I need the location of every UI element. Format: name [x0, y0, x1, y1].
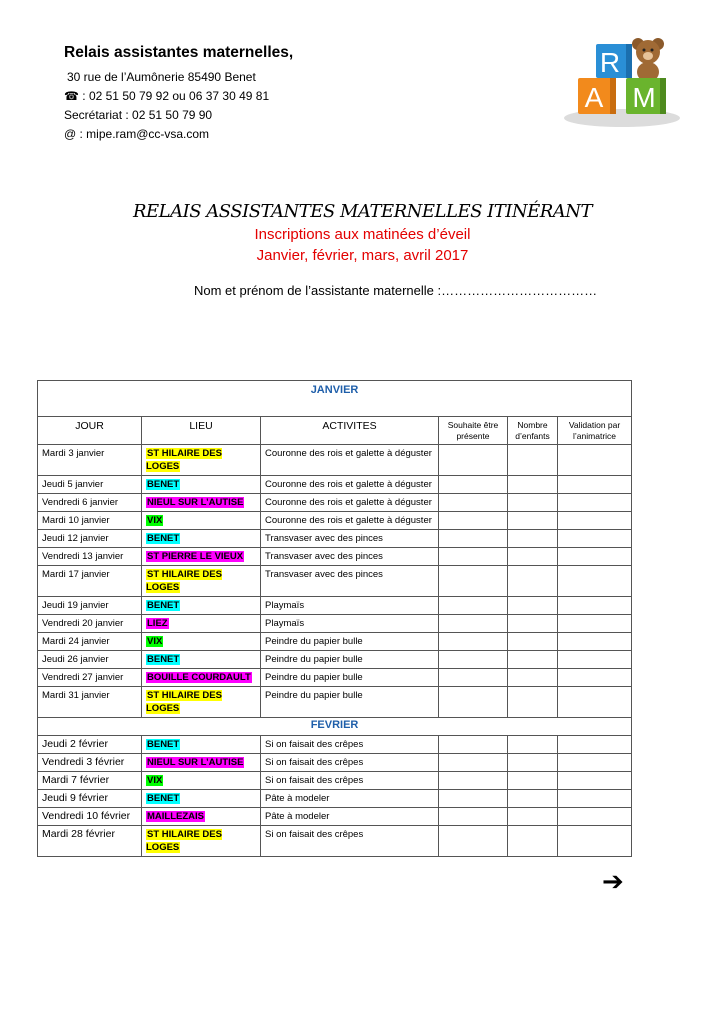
day-cell: Jeudi 9 février	[38, 790, 142, 808]
place-cell	[142, 476, 261, 494]
place-label: BENET	[147, 600, 180, 611]
nombre-input-cell[interactable]	[508, 687, 558, 718]
table-row	[38, 476, 632, 494]
place-label: ST HILAIRE DES LOGES	[146, 690, 222, 714]
day-cell: Mardi 7 février	[38, 772, 142, 790]
letterhead	[64, 44, 293, 144]
table-row	[38, 772, 632, 790]
day-cell: Jeudi 26 janvier	[38, 651, 142, 669]
souhaite-input-cell[interactable]	[439, 476, 508, 494]
nombre-input-cell[interactable]	[508, 615, 558, 633]
day-cell: Jeudi 2 février	[38, 736, 142, 754]
telephone-icon: ☎	[64, 89, 79, 103]
nombre-input-cell[interactable]	[508, 790, 558, 808]
day-cell: Mardi 24 janvier	[38, 633, 142, 651]
activity-cell: Couronne des rois et galette à déguster	[261, 476, 439, 494]
place-label: NIEUL SUR L’AUTISE	[147, 757, 244, 768]
day-cell: Vendredi 6 janvier	[38, 494, 142, 512]
souhaite-input-cell[interactable]	[439, 530, 508, 548]
place-cell	[142, 512, 261, 530]
column-header-jour: JOUR	[38, 417, 142, 445]
souhaite-input-cell[interactable]	[439, 615, 508, 633]
validation-input-cell[interactable]	[558, 530, 632, 548]
validation-input-cell[interactable]	[558, 754, 632, 772]
validation-input-cell[interactable]	[558, 669, 632, 687]
main-title: RELAIS ASSISTANTES MATERNELLES ITINÉRANT	[132, 201, 593, 222]
nombre-input-cell[interactable]	[508, 772, 558, 790]
address: 30 rue de l’Aumônerie 85490 Benet	[67, 70, 256, 84]
activity-cell: Couronne des rois et galette à déguster	[261, 445, 439, 476]
place-label: ST HILAIRE DES LOGES	[146, 448, 222, 472]
souhaite-input-cell[interactable]	[439, 808, 508, 826]
activity-cell: Si on faisait des crêpes	[261, 736, 439, 754]
place-cell	[142, 597, 261, 615]
activity-cell: Pâte à modeler	[261, 808, 439, 826]
day-cell: Jeudi 19 janvier	[38, 597, 142, 615]
validation-input-cell[interactable]	[558, 790, 632, 808]
souhaite-input-cell[interactable]	[439, 566, 508, 597]
validation-input-cell[interactable]	[558, 651, 632, 669]
validation-input-cell[interactable]	[558, 548, 632, 566]
nombre-input-cell[interactable]	[508, 736, 558, 754]
place-cell	[142, 736, 261, 754]
place-label: BOUILLE COURDAULT	[147, 672, 251, 683]
souhaite-input-cell[interactable]	[439, 548, 508, 566]
column-header-activites: ACTIVITES	[261, 417, 439, 445]
activity-cell: Si on faisait des crêpes	[261, 754, 439, 772]
phone-line	[64, 87, 293, 106]
place-cell	[142, 687, 261, 718]
nombre-input-cell[interactable]	[508, 597, 558, 615]
table-row	[38, 651, 632, 669]
activity-cell: Pâte à modeler	[261, 790, 439, 808]
place-cell	[142, 494, 261, 512]
day-cell: Vendredi 20 janvier	[38, 615, 142, 633]
place-label: BENET	[147, 479, 180, 490]
place-label: BENET	[147, 533, 180, 544]
validation-input-cell[interactable]	[558, 512, 632, 530]
place-label: VIX	[147, 515, 163, 526]
nombre-input-cell[interactable]	[508, 633, 558, 651]
activity-cell: Couronne des rois et galette à déguster	[261, 494, 439, 512]
table-row	[38, 687, 632, 718]
table-row	[38, 512, 632, 530]
day-cell: Vendredi 10 février	[38, 808, 142, 826]
header-row	[38, 417, 632, 445]
column-header-souhaite: Souhaite être présente	[439, 417, 508, 445]
day-cell: Mardi 17 janvier	[38, 566, 142, 597]
place-cell	[142, 808, 261, 826]
place-label: BENET	[147, 739, 180, 750]
place-label: ST HILAIRE DES LOGES	[146, 829, 222, 853]
validation-input-cell[interactable]	[558, 445, 632, 476]
place-cell	[142, 566, 261, 597]
activity-cell: Si on faisait des crêpes	[261, 826, 439, 857]
table-row	[38, 754, 632, 772]
logo-letter-m: M	[632, 82, 656, 113]
table-row	[38, 445, 632, 476]
nombre-input-cell[interactable]	[508, 512, 558, 530]
place-cell	[142, 633, 261, 651]
place-label: VIX	[147, 636, 163, 647]
validation-input-cell[interactable]	[558, 633, 632, 651]
souhaite-input-cell[interactable]	[439, 597, 508, 615]
validation-input-cell[interactable]	[558, 476, 632, 494]
day-cell: Mardi 3 janvier	[38, 445, 142, 476]
souhaite-input-cell[interactable]	[439, 772, 508, 790]
phone-numbers: : 02 51 50 79 92 ou 06 37 30 49 81	[78, 89, 270, 103]
souhaite-input-cell[interactable]	[439, 736, 508, 754]
souhaite-input-cell[interactable]	[439, 494, 508, 512]
org-name: Relais assistantes maternelles,	[64, 44, 294, 61]
day-cell: Vendredi 13 janvier	[38, 548, 142, 566]
place-cell	[142, 826, 261, 857]
validation-input-cell[interactable]	[558, 494, 632, 512]
nombre-input-cell[interactable]	[508, 566, 558, 597]
nombre-input-cell[interactable]	[508, 826, 558, 857]
validation-input-cell[interactable]	[558, 566, 632, 597]
nombre-input-cell[interactable]	[508, 754, 558, 772]
title-block	[0, 200, 725, 266]
activity-cell: Peindre du papier bulle	[261, 633, 439, 651]
nombre-input-cell[interactable]	[508, 548, 558, 566]
activity-cell: Playmaïs	[261, 615, 439, 633]
table-row	[38, 669, 632, 687]
month-row	[38, 381, 632, 417]
nombre-input-cell[interactable]	[508, 530, 558, 548]
place-label: MAILLEZAIS	[147, 811, 204, 822]
table-row	[38, 736, 632, 754]
souhaite-input-cell[interactable]	[439, 651, 508, 669]
place-cell	[142, 615, 261, 633]
day-cell: Jeudi 5 janvier	[38, 476, 142, 494]
month-title: JANVIER	[38, 381, 632, 417]
validation-input-cell[interactable]	[558, 615, 632, 633]
nombre-input-cell[interactable]	[508, 651, 558, 669]
email-line: @ : mipe.ram@cc-vsa.com	[64, 127, 210, 141]
nombre-input-cell[interactable]	[508, 808, 558, 826]
table-row	[38, 548, 632, 566]
activity-cell: Transvaser avec des pinces	[261, 566, 439, 597]
table-row	[38, 633, 632, 651]
souhaite-input-cell[interactable]	[439, 826, 508, 857]
subtitle-months: Janvier, février, mars, avril 2017	[256, 247, 469, 264]
place-label: BENET	[147, 654, 180, 665]
souhaite-input-cell[interactable]	[439, 633, 508, 651]
place-cell	[142, 754, 261, 772]
table-row	[38, 808, 632, 826]
validation-input-cell[interactable]	[558, 826, 632, 857]
day-cell: Mardi 10 janvier	[38, 512, 142, 530]
place-label: NIEUL SUR L’AUTISE	[147, 497, 244, 508]
month-row	[38, 718, 632, 736]
table-row	[38, 530, 632, 548]
ram-logo	[560, 30, 680, 130]
day-cell: Vendredi 3 février	[38, 754, 142, 772]
column-header-lieu: LIEU	[142, 417, 261, 445]
arrow-right-icon: ➔	[602, 866, 624, 896]
subtitle-inscriptions: Inscriptions aux matinées d’éveil	[254, 226, 471, 243]
nombre-input-cell[interactable]	[508, 476, 558, 494]
table-row	[38, 615, 632, 633]
nombre-input-cell[interactable]	[508, 669, 558, 687]
place-cell	[142, 445, 261, 476]
activity-cell: Peindre du papier bulle	[261, 651, 439, 669]
column-header-validation: Validation par l’animatrice	[558, 417, 632, 445]
place-cell	[142, 790, 261, 808]
assistant-name-field[interactable]: Nom et prénom de l’assistante maternelle :………………………………	[194, 283, 598, 298]
nombre-input-cell[interactable]	[508, 445, 558, 476]
activity-cell: Peindre du papier bulle	[261, 669, 439, 687]
table-row	[38, 597, 632, 615]
schedule-table	[37, 380, 632, 857]
validation-input-cell[interactable]	[558, 736, 632, 754]
activity-cell: Peindre du papier bulle	[261, 687, 439, 718]
souhaite-input-cell[interactable]	[439, 754, 508, 772]
souhaite-input-cell[interactable]	[439, 445, 508, 476]
place-cell	[142, 548, 261, 566]
validation-input-cell[interactable]	[558, 687, 632, 718]
table-row	[38, 790, 632, 808]
logo-letter-a: A	[584, 82, 604, 113]
souhaite-input-cell[interactable]	[439, 687, 508, 718]
souhaite-input-cell[interactable]	[439, 512, 508, 530]
day-cell: Jeudi 12 janvier	[38, 530, 142, 548]
day-cell: Vendredi 27 janvier	[38, 669, 142, 687]
activity-cell: Playmaïs	[261, 597, 439, 615]
day-cell: Mardi 28 février	[38, 826, 142, 857]
logo-letter-r: R	[599, 47, 621, 78]
activity-cell: Couronne des rois et galette à déguster	[261, 512, 439, 530]
souhaite-input-cell[interactable]	[439, 669, 508, 687]
souhaite-input-cell[interactable]	[439, 790, 508, 808]
place-label: VIX	[147, 775, 163, 786]
place-cell	[142, 772, 261, 790]
place-label: BENET	[147, 793, 180, 804]
place-label: ST HILAIRE DES LOGES	[146, 569, 222, 593]
column-header-nombre: Nombre d’enfants	[508, 417, 558, 445]
place-label: ST PIERRE LE VIEUX	[147, 551, 244, 562]
activity-cell: Transvaser avec des pinces	[261, 530, 439, 548]
validation-input-cell[interactable]	[558, 808, 632, 826]
table-row	[38, 826, 632, 857]
table-row	[38, 566, 632, 597]
validation-input-cell[interactable]	[558, 597, 632, 615]
activity-cell: Si on faisait des crêpes	[261, 772, 439, 790]
validation-input-cell[interactable]	[558, 772, 632, 790]
nombre-input-cell[interactable]	[508, 494, 558, 512]
secretariat-line: Secrétariat : 02 51 50 79 90	[64, 108, 213, 122]
place-cell	[142, 669, 261, 687]
activity-cell: Transvaser avec des pinces	[261, 548, 439, 566]
day-cell: Mardi 31 janvier	[38, 687, 142, 718]
table-row	[38, 494, 632, 512]
place-cell	[142, 530, 261, 548]
month-title: FEVRIER	[38, 718, 632, 736]
place-cell	[142, 651, 261, 669]
place-label: LIEZ	[147, 618, 168, 629]
